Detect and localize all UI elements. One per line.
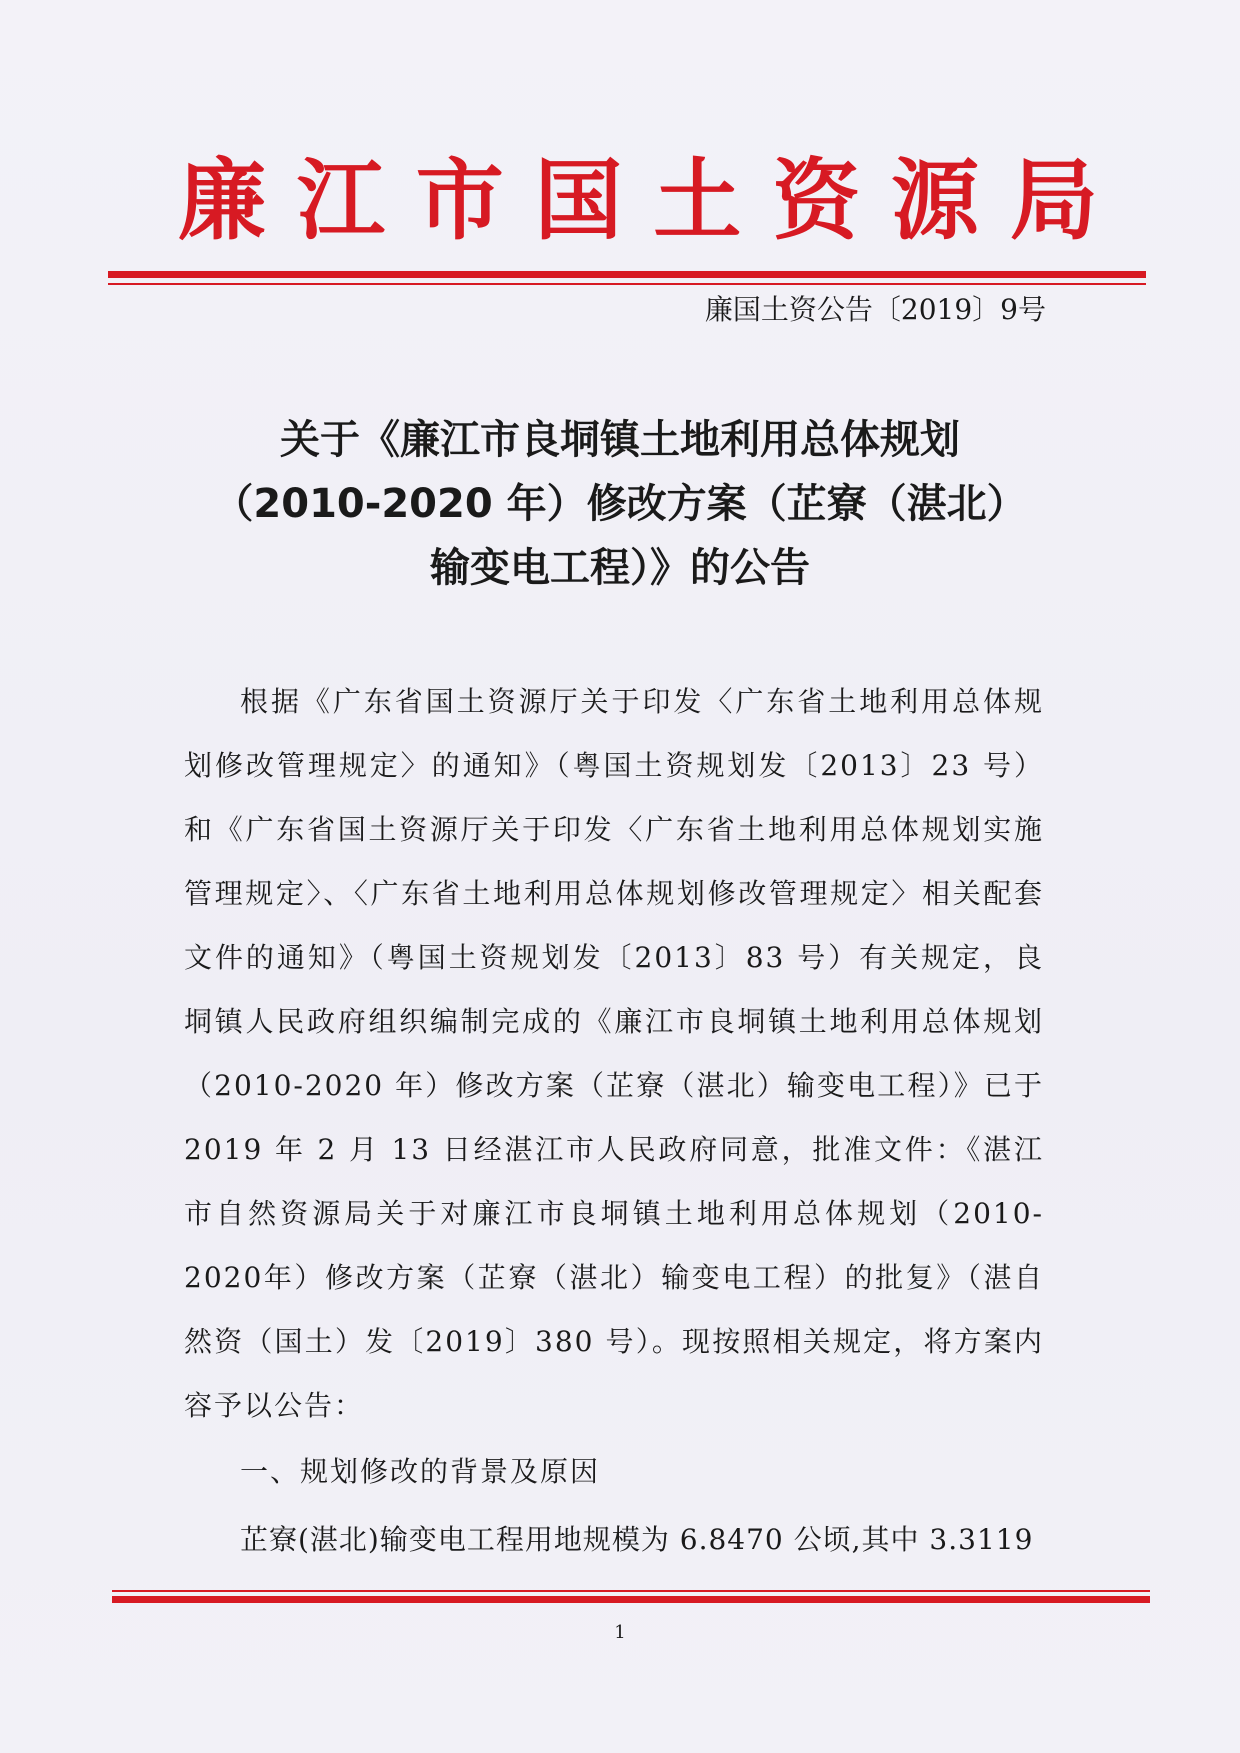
body-paragraph: 根据《广东省国土资源厅关于印发〈广东省土地利用总体规划修改管理规定〉的通知》（粤国土资规划发〔2013〕23 号）和《广东省国土资源厅关于印发〈广东省土地利用总体规划实施管理规定〉、〈广东省土地利用总体规划修改管理规定〉相关配套文件的通知》（粤国土资规划发〔2013〕83 号）有关规定，良垌镇人民政府组织编制完成的《廉江市良垌镇土地利用总体规划（2010-2020 年）修改方案（芷寮（湛北）输变电工程）》已于 2019 年 2 月 13 日经湛江市人民政府同意，批准文件：《湛江市自然资源局关于对廉江市良垌镇土地利用总体规划（2010-2020年）修改方案（芷寮（湛北）输变电工程）的批复》（湛自然资（国土）发〔2019〕380 号）。现按照相关规定，将方案内容予以公告：: [184, 685, 1044, 1422]
notice-title-line: 关于《廉江市良垌镇土地利用总体规划: [280, 417, 960, 463]
section-heading: 一、规划修改的背景及原因: [240, 1455, 601, 1488]
title-char: 资: [772, 148, 861, 252]
body-text: [184, 670, 1044, 1438]
title-char: 源: [891, 148, 980, 252]
title-char: 局: [1009, 148, 1098, 252]
section-text: 芷寮(湛北)输变电工程用地规模为 6.8470 公顷,其中 3.3119: [240, 1523, 1034, 1556]
footer-rule-thick: [112, 1596, 1150, 1603]
title-char: 江: [296, 148, 385, 252]
notice-title: [150, 408, 1090, 600]
notice-title-line: （2010-2020 年）修改方案（芷寮（湛北）: [213, 481, 1027, 527]
title-char: 廉: [178, 148, 267, 252]
title-char: 土: [653, 148, 742, 252]
page-number: 1: [614, 1622, 626, 1643]
header-rule-thin: [108, 283, 1146, 285]
header-rule-thick: [108, 271, 1146, 278]
issuing-authority-title: [178, 150, 1098, 250]
document-number: 廉国土资公告〔2019〕9号: [704, 293, 1046, 326]
footer-rule-thin: [112, 1590, 1150, 1592]
title-char: 国: [534, 148, 623, 252]
notice-title-line: 输变电工程）》的公告: [430, 545, 810, 591]
title-char: 市: [415, 148, 504, 252]
